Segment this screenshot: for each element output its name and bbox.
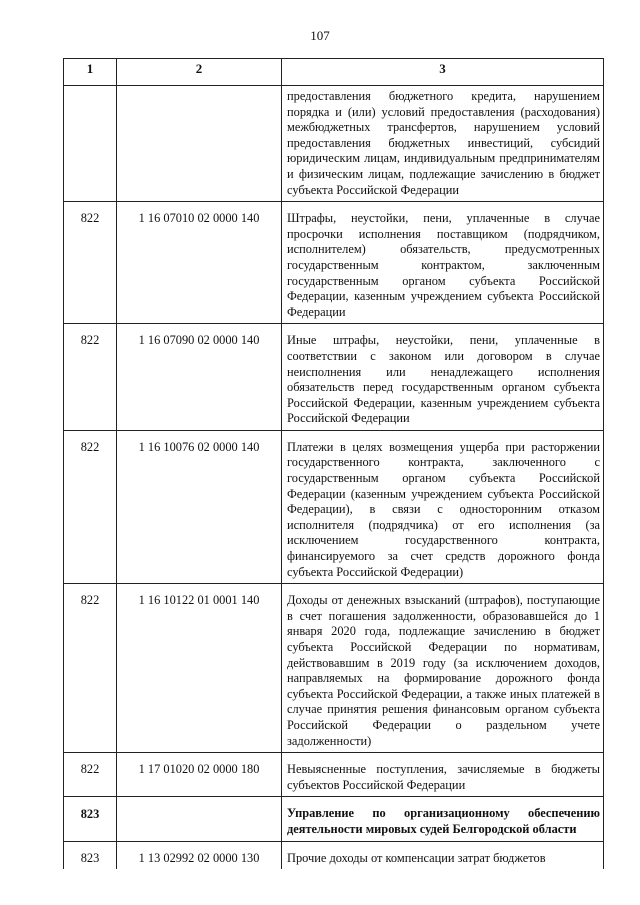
table-row bbox=[64, 430, 604, 583]
revenue-name-cell: предоставления бюджетного кредита, нарушением порядка и (или) условий предоставления (расходования) межбюджетных трансфертов, нарушением условий предоставления бюджетных инвестиций, субсидий юридическим лицам, индивидуальным предпринимателям и физическим лицам, подлежащие зачислению в бюджет субъекта Российской Федерации bbox=[282, 86, 604, 202]
budget-code-cell: 1 16 07010 02 0000 140 bbox=[117, 202, 282, 324]
admin-code-cell: 822 bbox=[64, 753, 117, 797]
table-row bbox=[64, 86, 604, 202]
budget-code-cell: 1 17 01020 02 0000 180 bbox=[117, 753, 282, 797]
budget-code-cell: 1 16 10122 01 0001 140 bbox=[117, 584, 282, 753]
budget-code-cell: 1 13 02992 02 0000 130 bbox=[117, 841, 282, 869]
department-name-cell: Управление по организационному обеспечению деятельности мировых судей Белгородской области bbox=[282, 797, 604, 841]
revenue-name-cell: Невыясненные поступления, зачисляемые в бюджеты субъектов Российской Федерации bbox=[282, 753, 604, 797]
admin-code-cell: 823 bbox=[64, 841, 117, 869]
table-row bbox=[64, 584, 604, 753]
budget-code-cell bbox=[117, 86, 282, 202]
budget-code-cell: 1 16 07090 02 0000 140 bbox=[117, 324, 282, 431]
admin-code-cell: 822 bbox=[64, 584, 117, 753]
revenue-name-cell: Прочие доходы от компенсации затрат бюджетов bbox=[282, 841, 604, 869]
revenue-name-cell: Платежи в целях возмещения ущерба при расторжении государственного контракта, заключенного с государственным органом субъекта Российской Федерации (казенным учреждением субъекта Российской Федерации), в связи с односторонним отказом исполнителя (подрядчика) от его исполнения (за исключением государственного контракта, финансируемого за счет средств дорожного фонда субъекта Российской Федерации) bbox=[282, 430, 604, 583]
revenue-name-cell: Доходы от денежных взысканий (штрафов), поступающие в счет погашения задолженности, образовавшейся до 1 января 2020 года, подлежащие зачислению в бюджет субъекта Российской Федерации по нормативам, действовавшим в 2019 году (за исключением доходов, направляемых на формирование дорожного фонда субъекта Российской Федерации, а также иных платежей в случае принятия решения финансовым органом субъекта Российской Федерации о раздельном учете задолженности) bbox=[282, 584, 604, 753]
budget-code-cell bbox=[117, 797, 282, 841]
header-col-admin: 1 bbox=[64, 59, 117, 86]
admin-code-cell: 822 bbox=[64, 430, 117, 583]
header-col-name: 3 bbox=[282, 59, 604, 86]
table-row bbox=[64, 324, 604, 431]
header-col-code: 2 bbox=[117, 59, 282, 86]
table-header-row bbox=[64, 59, 604, 86]
admin-code-cell: 823 bbox=[64, 797, 117, 841]
budget-code-cell: 1 16 10076 02 0000 140 bbox=[117, 430, 282, 583]
revenue-classification-table bbox=[63, 58, 604, 869]
table-row bbox=[64, 841, 604, 869]
revenue-name-cell: Иные штрафы, неустойки, пени, уплаченные в соответствии с законом или договором в случае неисполнения или ненадлежащего исполнения обязательств перед государственным органом субъекта Российской Федерации, казенным учреждением субъекта Российской Федерации bbox=[282, 324, 604, 431]
admin-code-cell bbox=[64, 86, 117, 202]
table-row bbox=[64, 753, 604, 797]
admin-code-cell: 822 bbox=[64, 324, 117, 431]
revenue-name-cell: Штрафы, неустойки, пени, уплаченные в случае просрочки исполнения поставщиком (подрядчиком, исполнителем) обязательств, предусмотренных государственным контрактом, заключенным государственным органом субъекта Российской Федерации, казенным учреждением субъекта Российской Федерации bbox=[282, 202, 604, 324]
page-number: 107 bbox=[310, 28, 330, 43]
admin-code-cell: 822 bbox=[64, 202, 117, 324]
table-row bbox=[64, 202, 604, 324]
table-row-department bbox=[64, 797, 604, 841]
